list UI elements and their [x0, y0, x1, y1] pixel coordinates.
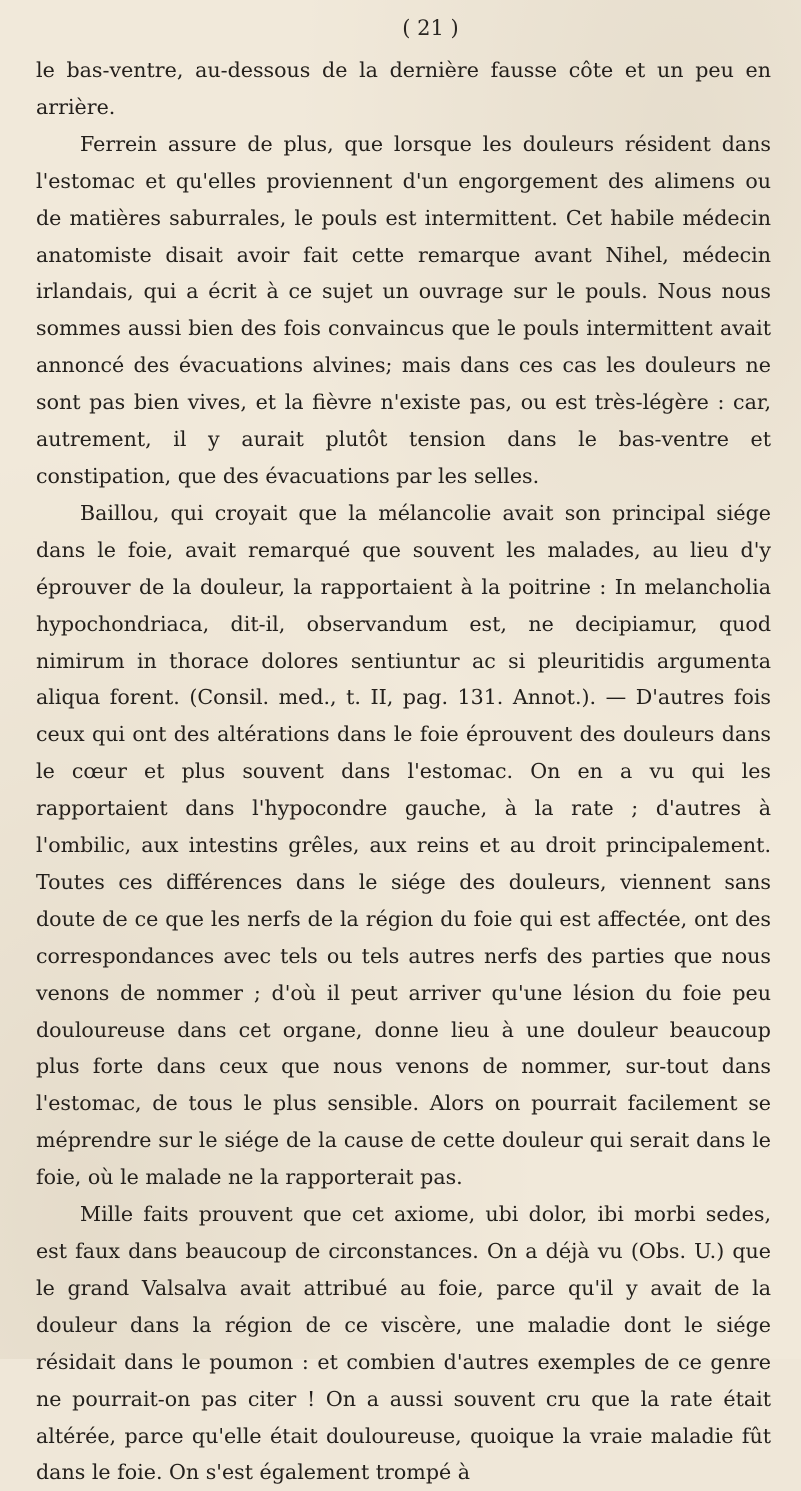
- paragraph-1: le bas-ventre, au-dessous de la dernière fausse côte et un peu en arrière.: [36, 58, 771, 119]
- body-text: [36, 52, 771, 1491]
- paragraph-2: Ferrein assure de plus, que lorsque les douleurs résident dans l'estomac et qu'elles proviennent d'un engorgement des alimens ou de matières saburrales, le pouls est intermittent. Cet habile médecin anatomiste disait avoir fait cette remarque avant Nihel, médecin irlandais, qui a écrit à ce sujet un ouvrage sur le pouls. Nous nous sommes aussi bien des fois convaincus que le pouls intermittent avait annoncé des évacuations alvines; mais dans ces cas les douleurs ne sont pas bien vives, et la fièvre n'existe pas, ou est très-légère : car, autrement, il y aurait plutôt tension dans le bas-ventre et constipation, que des évacuations par les selles.: [36, 131, 771, 488]
- paragraph-3: Baillou, qui croyait que la mélancolie avait son principal siége dans le foie, avait remarqué que souvent les malades, au lieu d'y éprouver de la douleur, la rapportaient à la poitrine : In melancholia hypochondriaca, dit-il, observandum est, ne decipiamur, quod nimirum in thorace dolores sentiuntur ac si pleuritidis argumenta aliqua forent. (Consil. med., t. II, pag. 131. Annot.). — D'autres fois ceux qui ont des altérations dans le foie éprouvent des douleurs dans le cœur et plus souvent dans l'estomac. On en a vu qui les rapportaient dans l'hypocondre gauche, à la rate ; d'autres à l'ombilic, aux intestins grêles, aux reins et au droit principalement. Toutes ces différences dans le siége des douleurs, viennent sans doute de ce que les nerfs de la région du foie qui est affectée, ont des correspondances avec tels ou tels autres nerfs des parties que nous venons de nommer ; d'où il peut arriver qu'une lésion du foie peu douloureuse dans cet organe, donne lieu à une douleur beaucoup plus forte dans ceux que nous venons de nommer, sur-tout dans l'estomac, de tous le plus sensible. Alors on pourrait facilement se méprendre sur le siége de la cause de cette douleur qui serait dans le foie, où le malade ne la rapporterait pas.: [36, 500, 771, 1190]
- paragraph-4: Mille faits prouvent que cet axiome, ubi dolor, ibi morbi sedes, est faux dans beaucoup de circonstances. On a déjà vu (Obs. U.) que le grand Valsalva avait attribué au foie, parce qu'il y avait de la douleur dans la région de ce viscère, une maladie dont le siége résidait dans le poumon : et combien d'autres exemples de ce genre ne pourrait-on pas citer ! On a aussi souvent cru que la rate était altérée, parce qu'elle était douloureuse, quoique la vraie maladie fût dans le foie. On s'est également trompé à: [36, 1202, 771, 1485]
- page-number: ( 21 ): [402, 16, 459, 40]
